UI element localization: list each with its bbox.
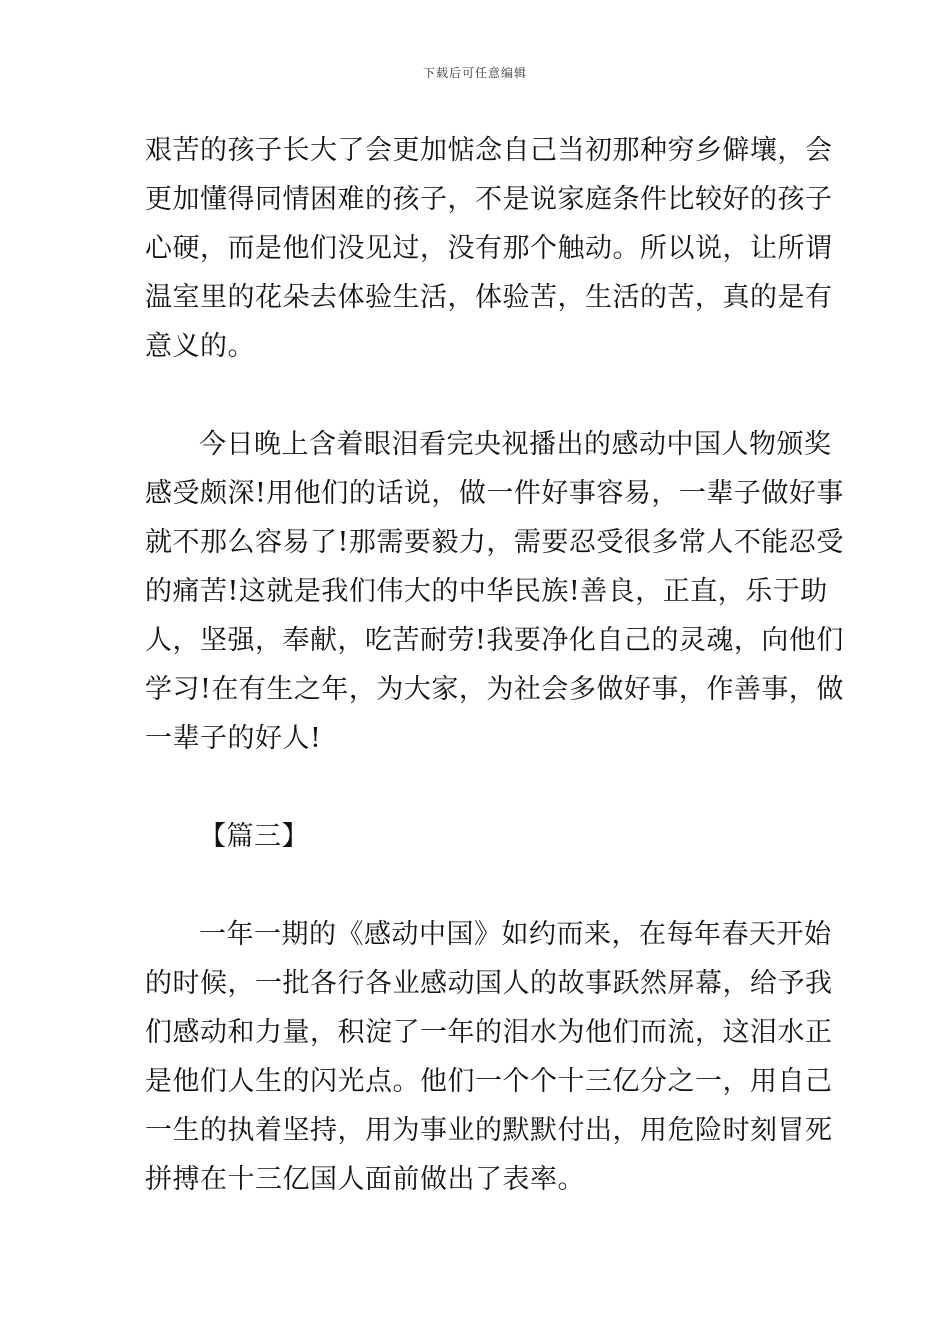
paragraph-spacer xyxy=(145,763,807,812)
paragraph-3 xyxy=(145,910,833,1204)
text-line: 艰苦的孩子长大了会更加惦念自己当初那种穷乡僻壤，会 xyxy=(145,135,833,166)
text-line: 人，坚强，奉献，吃苦耐劳!我要净化自己的灵魂，向他们 xyxy=(145,625,844,656)
page-header-note: 下载后可任意编辑 xyxy=(422,66,527,80)
text-line: 学习!在有生之年，为大家，为社会多做好事，作善事，做 xyxy=(145,674,844,705)
text-line: 一年一期的《感动中国》如约而来，在每年春天开始 xyxy=(199,919,832,950)
text-line: 感受颇深!用他们的话说，做一件好事容易，一辈子做好事 xyxy=(145,478,844,509)
text-line: 更加懂得同情困难的孩子，不是说家庭条件比较好的孩子 xyxy=(145,184,833,215)
text-line: 是他们人生的闪光点。他们一个个十三亿分之一，用自己 xyxy=(145,1066,833,1097)
text-line: 意义的。 xyxy=(145,331,255,362)
paragraph-2 xyxy=(145,420,844,763)
text-line: 的痛苦!这就是我们伟大的中华民族!善良，正直，乐于助 xyxy=(145,576,828,607)
text-line: 一辈子的好人! xyxy=(145,723,322,754)
text-line: 拼搏在十三亿国人面前做出了表率。 xyxy=(145,1164,585,1195)
document-body xyxy=(145,126,844,1204)
text-line: 就不那么容易了!那需要毅力，需要忍受很多常人不能忍受 xyxy=(145,527,844,558)
text-line: 们感动和力量，积淀了一年的泪水为他们而流，这泪水正 xyxy=(145,1017,833,1048)
text-line: 的时候，一批各行各业感动国人的故事跃然屏幕，给予我 xyxy=(145,968,833,999)
text-line: 心硬，而是他们没见过，没有那个触动。所以说，让所谓 xyxy=(145,233,833,264)
text-line: 温室里的花朵去体验生活，体验苦，生活的苦，真的是有 xyxy=(145,282,833,313)
paragraph-spacer xyxy=(145,371,807,420)
paragraph-1 xyxy=(145,126,833,371)
section-heading: 【篇三】 xyxy=(199,821,309,852)
text-line: 今日晚上含着眼泪看完央视播出的感动中国人物颁奖 xyxy=(199,429,832,460)
paragraph-spacer xyxy=(145,861,807,910)
text-line: 一生的执着坚持，用为事业的默默付出，用危险时刻冒死 xyxy=(145,1115,833,1146)
